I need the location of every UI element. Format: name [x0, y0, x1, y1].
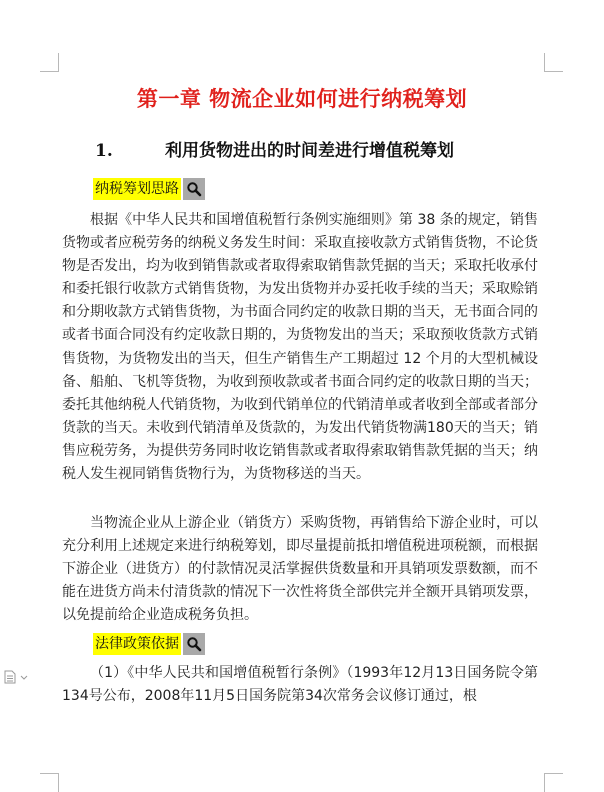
- margin-corner-bottom-left: [40, 773, 59, 792]
- paragraph-strategy: 当物流企业从上游企业（销货方）采购货物，再销售给下游企业时，可以充分利用上述规定来进行纳税筹划，即尽量提前抵扣增值税进项税额，而根据下游企业（进货方）的付款情况灵活掌握供货数量和开具销项发票数额，而不能在进货方尚未付清货款的情况下一次性将货全部供完并全额开具销项发票，以免提前给企业造成税务负担。: [62, 515, 538, 624]
- legal-basis-tag: [93, 633, 205, 655]
- paragraph-legal-citation: （1）《中华人民共和国增值税暂行条例》（1993年12月13日国务院令第134号公布，2008年11月5日国务院第34次常务会议修订通过，根: [62, 665, 538, 705]
- search-icon[interactable]: [183, 178, 205, 200]
- document-icon[interactable]: [4, 669, 30, 688]
- legal-basis-label: 法律政策依据: [93, 633, 181, 655]
- tax-plan-tag: [93, 178, 205, 200]
- margin-corner-top-right: [544, 53, 563, 72]
- section-heading: [95, 136, 535, 161]
- margin-corner-bottom-right: [544, 773, 563, 792]
- chapter-title: 第一章 物流企业如何进行纳税筹划: [136, 86, 468, 111]
- paragraph-tax-timing: 根据《中华人民共和国增值税暂行条例实施细则》第 38 条的规定，销售货物或者应税劳务的纳税义务发生时间：采取直接收款方式销售货物，不论货物是否发出，均为收到销售款或者取得索取销售款凭据的当天；采取托收承付和委托银行收款方式销售货物，为发出货物并办妥托收手续的当天；采取赊销和分期收款方式销售货物，为书面合同约定的收款日期的当天，无书面合同的或者书面合同没有约定收款日期的，为货物发出的当天；采取预收货款方式销售货物，为货物发出的当天，但生产销售生产工期超过 12 个月的大型机械设备、船舶、飞机等货物，为收到预收款或者书面合同约定的收款日期的当天；委托其他纳税人代销货物，为收到代销单位的代销清单或者收到全部或者部分货款的当天。未收到代销清单及货款的，为发出代销货物满180天的当天；销售应税劳务，为提供劳务同时收讫销售款或者取得索取销售款凭据的当天；纳税人发生视同销售货物行为，为货物移送的当天。: [62, 212, 538, 483]
- section-title: 利用货物进出的时间差进行增值税筹划: [165, 141, 454, 161]
- search-icon[interactable]: [183, 633, 205, 655]
- tax-plan-label: 纳税筹划思路: [93, 178, 181, 200]
- margin-corner-top-left: [40, 53, 59, 72]
- section-number: 1.: [95, 141, 113, 161]
